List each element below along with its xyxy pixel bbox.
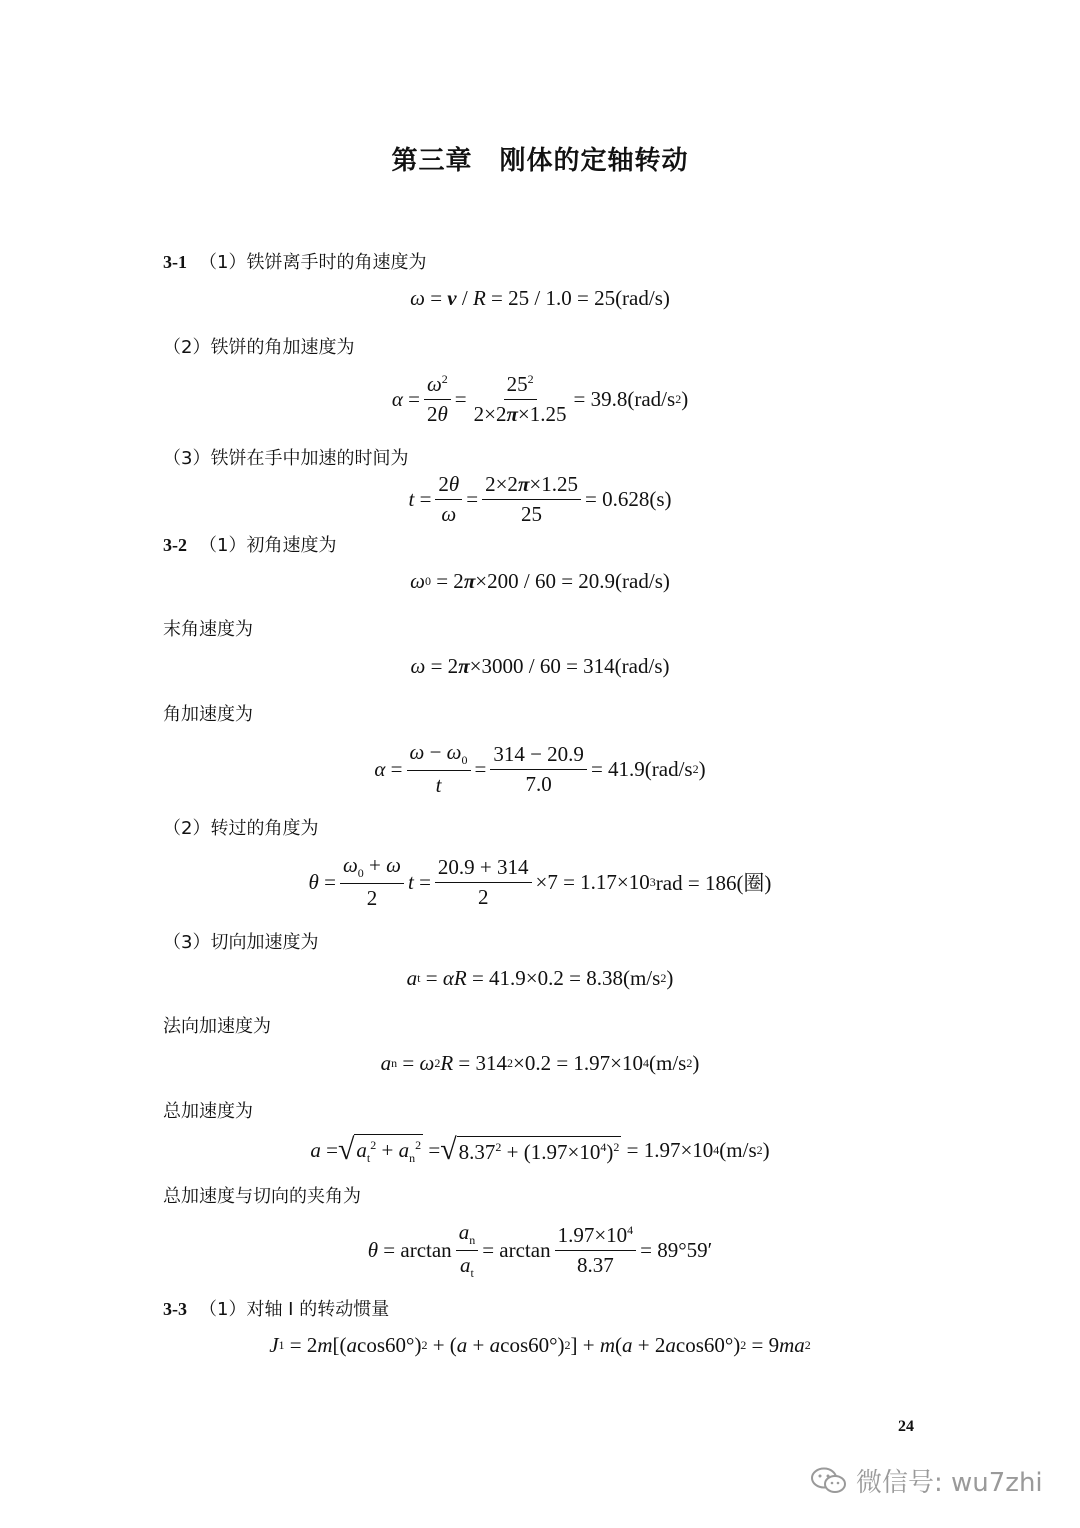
problem-text: （1）对轴 I 的转动惯量 — [199, 1299, 390, 1320]
equation-a-total: a = √ $a_t^2 + a_n^2$ = √ $8.37^2 + (1.97\times 10^4)^2$ = 1.97×10 4 (m/s 2 ) — [310, 1133, 770, 1167]
an-label: 法向加速度为 — [163, 1016, 271, 1037]
page-number: 24 — [898, 1418, 914, 1435]
equation-theta: θ = $\frac{\omega_0 + \omega}{2}$ t = $\frac{20.9 + 314}{2}$ ×7 = 1.17×10 3 rad = 186(圈) — [308, 853, 772, 911]
problem-3-2-part1 — [163, 531, 336, 557]
equation-alpha-2: α = $\frac{\omega - \omega_0}{t}$ = $\frac{314 - 20.9}{7.0}$ = 41.9(rad/s 2 ) — [374, 740, 706, 798]
equation-omega: ω = v / R = 25 / 1.0 = 25(rad/s) — [410, 286, 670, 310]
equation-omega-final: ω = 2 π ×3000 / 60 = 314(rad/s) — [410, 654, 670, 678]
problem-3-3-part1 — [163, 1295, 389, 1321]
wechat-watermark — [810, 1462, 1043, 1499]
problem-3-2-part2: （2）转过的角度为 — [163, 818, 319, 839]
problem-3-1-part1 — [163, 248, 426, 274]
problem-text: （1）铁饼离手时的角速度为 — [199, 252, 427, 273]
problem-3-1-part3: （3）铁饼在手中加速的时间为 — [163, 448, 409, 469]
problem-3-1-part2: （2）铁饼的角加速度为 — [163, 337, 355, 358]
equation-at: a t = αR = 41.9×0.2 = 8.38(m/s 2 ) — [406, 966, 674, 990]
problem-number: 3-1 — [163, 252, 187, 272]
equation-an: a n = ω 2 R = 314 2 ×0.2 = 1.97×10 4 (m/s 2 ) — [380, 1051, 700, 1075]
problem-number: 3-2 — [163, 535, 187, 555]
equation-inertia: J 1 = 2 m [( a cos60°) 2 + ( a + a cos60°) 2 ] + m ( a + 2 a cos60°) 2 = 9 ma 2 — [269, 1333, 811, 1357]
angle-label: 总加速度与切向的夹角为 — [163, 1186, 361, 1207]
problem-3-2-part3: （3）切向加速度为 — [163, 932, 319, 953]
problem-number: 3-3 — [163, 1299, 187, 1319]
problem-text: （1）初角速度为 — [199, 535, 337, 556]
equation-time: t = $\frac{2\theta}{\omega}$ = $\frac{2\times 2\pi\times 1.25}{25}$ = 0.628(s) — [408, 472, 672, 526]
chapter-title: 第三章 刚体的定轴转动 — [391, 146, 689, 176]
final-omega-label: 末角速度为 — [163, 619, 253, 640]
wechat-icon — [810, 1466, 848, 1496]
equation-angle: θ = arctan $\frac{a_n}{a_t}$ = arctan $\frac{1.97\times 10^4}{8.37}$ = 89°59′ — [367, 1220, 713, 1281]
equation-omega0: ω 0 = 2 π ×200 / 60 = 20.9(rad/s) — [410, 569, 670, 593]
equation-alpha-1: α = $\frac{\omega^2}{2\theta}$ = $\frac{25^2}{2\times 2\pi\times 1.25}$ = 39.8(rad/s 2 ) — [391, 372, 689, 426]
watermark-text: 微信号: wu7zhi — [856, 1468, 1043, 1498]
alpha-label: 角加速度为 — [163, 704, 253, 725]
a-total-label: 总加速度为 — [163, 1101, 253, 1122]
